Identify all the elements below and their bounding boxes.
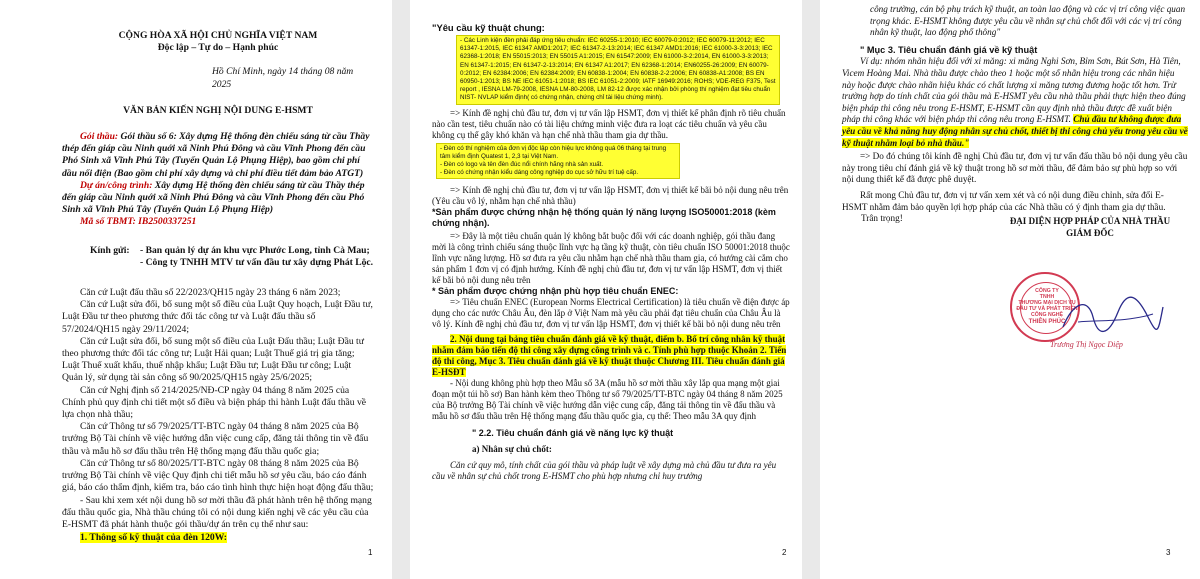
rat-mong-paragraph: Rất mong Chủ đầu tư, đơn vị tư vấn xem xét và có nội dung điều chỉnh, sửa đổi E-HSMT nhằm đảm bảo quyền lợi hợp pháp của các Nhà thầu có ý định tham gia dự thầu. xyxy=(842,189,1166,212)
tbmt-code: Mã số TBMT: IB2500337251 xyxy=(80,216,197,228)
muc-3-heading: " Mục 3. Tiêu chuẩn đánh giá về kỹ thuật xyxy=(860,44,1038,55)
legal-basis-item: Căn cứ Luật sửa đổi, bổ sung một số điều của Luật Đấu thầu; Luật Đầu tư theo phương thức đối tác công tư; Luật Hải quan; Luật Thuế giá trị gia tăng; Luật Thuế xuất khẩu, thuế nhập khẩu; Luật Đầu tư; Luật Đầu tư công; Luật Quản lý, sử dụng tài sản công số 90/2025/QH15 ngày 25/6/2025; xyxy=(62,335,364,384)
item-1-heading: 1. Thông số kỹ thuật của đèn 120W: xyxy=(80,532,227,544)
iso-paragraph: => Đây là một tiêu chuẩn quản lý không bắt buộc đối với các doanh nghiệp, gói thầu đang mời là công trình chiếu sáng thuộc lĩnh vực hạ tầng kỹ thuật, còn tiêu chuẩn ISO 50001:2018 thuộc lĩnh vực năng lượng. Hồ sơ đưa ra yêu cầu nhằm hạn chế nhà thầu tham gia, có hướng cài cắm cho sản phẩm 1 đơn vị có định hướng. Kính đề nghị chủ đầu tư, đơn vị tư vấn lập HSMT, đơn vị thiết kế bãi bỏ nội dung nêu trên xyxy=(432,231,790,286)
signature xyxy=(1058,292,1168,342)
du-an-label: Dự án/công trình: xyxy=(80,179,153,191)
item-2-heading: 2. Nội dung tại bảng tiêu chuẩn đánh giá về kỹ thuật, điểm b. Bổ trí công nhân kỹ thuật nhằm đảm bảo tiến độ thi công xây dựng công trình và c. Tính phù hợp thuộc Khoản 2. Tiến độ thi công, Mục 3. Tiêu chuẩn đánh giá về kỹ thuật thuộc Chương III. Tiêu chuẩn đánh giá E-HSĐT xyxy=(432,334,787,378)
page-number: 1 xyxy=(368,548,373,557)
motto: Độc lập – Tự do – Hạnh phúc xyxy=(157,42,279,54)
legal-basis-item: Căn cứ Luật đấu thầu số 22/2023/QH15 ngày 23 tháng 6 năm 2023; xyxy=(80,287,341,299)
page-number: 3 xyxy=(1166,548,1171,557)
dai-dien-heading: ĐẠI DIỆN HỢP PHÁP CỦA NHÀ THẦU xyxy=(1009,215,1171,226)
document-title: VĂN BẢN KIẾN NGHỊ NỘI DUNG E-HSMT xyxy=(123,104,313,116)
yeu-cau-ky-thuat-box xyxy=(456,35,780,105)
nhan-su-paragraph: Căn cứ quy mô, tính chất của gói thầu và pháp luật về xây dựng mà chủ đầu tư đưa ra yêu cầu về nhân sự chủ chốt trong E-HSMT cho phù hợp nhưng chỉ huy trưởng xyxy=(432,460,777,482)
legal-basis-item: Căn cứ Thông tư số 79/2025/TT-BTC ngày 04 tháng 8 năm 2025 của Bộ trưởng Bộ Tài chính về việc hướng dẫn việc cung cấp, đăng tải thông tin về đấu thầu và mẫu hồ sơ đấu thầu trên Hệ thống mạng đấu thầu quốc gia; xyxy=(62,421,369,457)
legal-basis-list xyxy=(62,287,374,531)
nhan-su-heading: a) Nhân sự chủ chốt: xyxy=(472,444,552,455)
iso-title: *Sản phẩm được chứng nhận hệ thống quản lý năng lượng ISO50001:2018 (kèm chứng nhận). xyxy=(432,207,776,229)
requirement-bullet: - Đèn có thí nghiệm của đơn vị độc lập còn hiệu lực không quá 06 tháng tại trung tâm kiểm định Quatest 1, 2,3 tại Việt Nam. xyxy=(440,144,667,160)
republic-heading: CỘNG HÒA XÃ HỘI CHỦ NGHĨA VIỆT NAM xyxy=(118,30,318,41)
page-number: 2 xyxy=(782,548,787,557)
legal-basis-item: Căn cứ Thông tư số 80/2025/TT-BTC ngày 08 tháng 8 năm 2025 của Bộ trưởng Bộ Tài chính về việc Quy định chi tiết mẫu hồ sơ yêu cầu, báo cáo đánh giá, báo cáo thẩm định, kiểm tra, báo cáo tình hình thực hiện hoạt động đấu thầu; xyxy=(62,457,374,494)
mau-3a-paragraph: - Nội dung không phù hợp theo Mẫu số 3A (mẫu hồ sơ mời thầu xây lắp qua mạng một giai đoạn một túi hồ sơ) Ban hành kèm theo Thông tư số 79/2025/TT-BTC ngày 04 tháng 8 năm 2025 của Bộ trưởng Bộ Tài chính về việc hướng dẫn việc cung cấp, đăng tải thông tin về đấu thầu và mẫu hồ sơ đấu thầu trên Hệ thống mạng đấu thầu quốc gia, cụ thể: Theo mẫu 3A quy định xyxy=(432,378,783,422)
kinh-gui-recipient-1: - Ban quản lý dự án khu vực Phước Long, tỉnh Cà Mau; xyxy=(140,244,370,256)
yellow-requirements-box xyxy=(436,143,680,180)
kinh-gui-label: Kính gửi: xyxy=(90,244,130,256)
legal-basis-item: - Sau khi xem xét nội dung hồ sơ mời thầu đã phát hành trên hệ thống mạng đấu thầu quốc gia, Nhà thầu chúng tôi có nội dung kiến nghị về các yêu cầu của E-HSMT đã phát hành thuộc gói thầu/dự án trên cụ thể như sau: xyxy=(62,494,372,530)
yeu-cau-box-text: - Các Linh kiện đèn phải đáp ứng tiêu chuẩn: IEC 60255-1:2010; IEC 60079-0:2012; IEC 60079-11:2012; IEC 61347-1:2015, IEC 61347 AMD1:2017; IEC 61347-2-13:2014; IEC 61347 AMD1:2016; IEC 61000-3-3:2013; IEC 62368-1:2018; EN 55015:2013; EN 55015 A1:2015; EN 61547:2009; EN 61000-3-2:2014, EN 61000-3-3:2013; EN 61347-1:2015; EN 61347-2-13:2014; EN 61347 A1:2017; EN 62368-1:2014; EN60255-26:2009; EN 60079-0:2012; EN 62384:2006; EN 62384:2009; EN 60838-1:2004; EN 60838-2-2:2006; EN 60838-A1:2008; BS EN 60950-1:2013; BS NE IEC 61051-1:2018; BS IEC 61051-2:2009; IATF 16949:2016; ROHS; VDE-REG F375, Test report , IESNA LM-79-2008, IESNA LM-80-2008, LM 82-12 được xác nhận bởi phòng thí nghiệm đạt tiêu chuẩn NIST- NVLAP kiểm định( có chứng nhận, chứng chỉ tài liệu chứng minh). xyxy=(460,37,776,102)
kinh-gui-recipient-2: - Công ty TNHH MTV tư vấn đầu tư xây dựng Phát Lộc. xyxy=(140,256,374,268)
kien-nghi-paragraph-2: => Kính đề nghị chủ đầu tư, đơn vị tư vấn lập HSMT, đơn vị thiết kế bãi bỏ nội dung nêu trên (Yêu cầu vô lý, nhằm hạn chế nhà thầu) xyxy=(432,185,789,207)
goi-thau-text: Gói thầu số 6: Xây dựng Hệ thống đèn chiếu sáng từ cầu Thầy thép đến giáp cầu Ninh quới xã Ninh Phú Đông và cầu Vĩnh Phong đến cầu Phó Sinh xã Vĩnh Phú Tây (Tuyến Quản Lộ Phụng Hiệp), bao gồm chi phí dầu nối điện (Bao gồm chi phí xây dựng và chi phí điều tiết đảm bảo ATGT) xyxy=(62,131,370,179)
kinh-gui-block xyxy=(62,245,374,269)
document-page-3 xyxy=(820,0,1200,579)
requirement-bullet: - Đèn có logo và tên đèn đúc nổi chính hãng nhà sản xuất. xyxy=(440,161,604,169)
de-nghi-paragraph: => Do đó chúng tôi kính đề nghị Chủ đầu tư, đơn vị tư vấn đấu thầu bỏ nội dung yêu cầu này trong tiêu chí đánh giá về kỹ thuật trong hồ sơ mời thầu, để đảm bảo sự phù hợp so với nội dung thiết kế đã được phê duyệt. xyxy=(842,151,1188,185)
vi-du-paragraph: Ví dụ: nhóm nhãn hiệu đối với xi măng: xi măng Nghi Sơn, Bỉm Sơn, Bút Sơn, Hà Tiên, Vicem Hoàng Mai. Nhà thầu được chào theo 1 hoặc một số nhãn hiệu trong các nhãn hiệu này hoặc được chào nhãn hiệu khác có chất lượng xi măng tương đương hoặc tốt hơn. Trừ trường hợp do tính chất của gói thầu mà E-HSMT yêu cầu nhà thầu phải thực hiện theo đúng biện pháp thi công nêu trong E-HSMT, E-HSMT cần quy định nhà thầu được đề xuất biện pháp thi công khác với biện pháp thi công nêu trong E-HSMT. Chủ đầu tư không được đưa yêu cầu về khả năng huy động nhân sự chủ chốt, thiết bị thi công chủ yếu trong yêu cầu về kỹ thuật nhằm loại bỏ nhà thầu." xyxy=(842,56,1188,148)
document-page-1 xyxy=(0,0,392,579)
highlighted-statement: Chủ đầu tư không được đưa yêu cầu về khả năng huy động nhân sự chủ chốt, thiết bị thi công chủ yếu trong yêu cầu về kỹ thuật nhằm loại bỏ nhà thầu." xyxy=(842,114,1188,148)
company-seal: CÔNG TY TNHH THƯƠNG MẠI DỊCH VỤ ĐẦU TƯ VÀ PHÁT TRIỂN CÔNG NGHỆ THIÊN PHÚC xyxy=(1010,272,1080,342)
enec-title: * Sản phẩm được chứng nhận phù hợp tiêu chuẩn ENEC: xyxy=(432,286,679,297)
continued-text: công trường, cán bộ phụ trách kỹ thuật, an toàn lao động và các vị trí công việc quan trọng khác. E-HSMT không được yêu cầu về nhân sự chủ chốt đối với các vị trí công nhân kỹ thuật, lao động phổ thông" xyxy=(870,4,1186,38)
du-an-text: Xây dựng Hệ thống đèn chiếu sáng từ cầu Thầy thép đến giáp cầu Ninh quới xã Ninh Phú Đông và cầu Vĩnh Phong đến cầu Phó Sinh xã Vĩnh Phú Tây (Tuyến Quản Lộ Phụng Hiệp) xyxy=(62,179,365,216)
legal-basis-item: Căn cứ Nghị định số 214/2025/NĐ-CP ngày 04 tháng 8 năm 2025 của Chính phủ quy định chi tiết một số điều và biện pháp thi hành Luật đấu thầu về lựa chọn nhà thầu; xyxy=(62,384,367,421)
tran-trong: Trân trọng! xyxy=(861,213,903,224)
giam-doc-heading: GIÁM ĐỐC xyxy=(1066,227,1114,238)
goi-thau-paragraph xyxy=(62,131,374,180)
tieu-chuan-title: " 2.2. Tiêu chuẩn đánh giá về năng lực kỹ thuật xyxy=(472,428,674,439)
document-page-2 xyxy=(410,0,802,579)
requirement-bullet: - Đèn có chứng nhận kiểu dáng công nghiệp do cục sở hữu trí tuệ cấp. xyxy=(440,169,639,177)
du-an-paragraph xyxy=(62,180,374,217)
kien-nghi-paragraph-1: => Kính đề nghị chủ đầu tư, đơn vị tư vấn lập HSMT, đơn vị thiết kế phân định rõ tiêu chuẩn nào cần test, tiêu chuẩn nào có tài liệu chứng minh việc đưa ra loạt các tiêu chuẩn và yêu cầu không cụ thể gây khó khăn và hạn chế nhà thầu tham gia dự thầu. xyxy=(432,107,786,140)
enec-paragraph: => Tiêu chuẩn ENEC (European Norms Electrical Certification) là tiêu chuẩn về điện được áp dụng cho các nước Châu Âu, đèn lắp ở Việt Nam mà yêu cầu phải đạt tiêu chuẩn của Châu Âu là vô lý. Kính đề nghị chủ đầu tư, đơn vị tư vấn lập HSMT, đơn vị thiết kế bãi bỏ nội dung nêu trên xyxy=(432,297,790,330)
goi-thau-label: Gói thầu: xyxy=(80,131,119,143)
yeu-cau-ky-thuat-title: "Yêu cầu kỹ thuật chung: xyxy=(432,22,545,33)
signer-name: Trương Thị Ngọc Diệp xyxy=(1050,340,1123,349)
legal-basis-item: Căn cứ Luật sửa đổi, bổ sung một số điều của Luật Quy hoạch, Luật Đầu tư, Luật Đầu tư theo phương thức đối tác công tư và Luật đấu thầu số 57/2024/QH15 ngày 29/11/2024; xyxy=(62,299,373,335)
document-date: Hồ Chí Minh, ngày 14 tháng 08 năm 2025 xyxy=(212,66,354,90)
